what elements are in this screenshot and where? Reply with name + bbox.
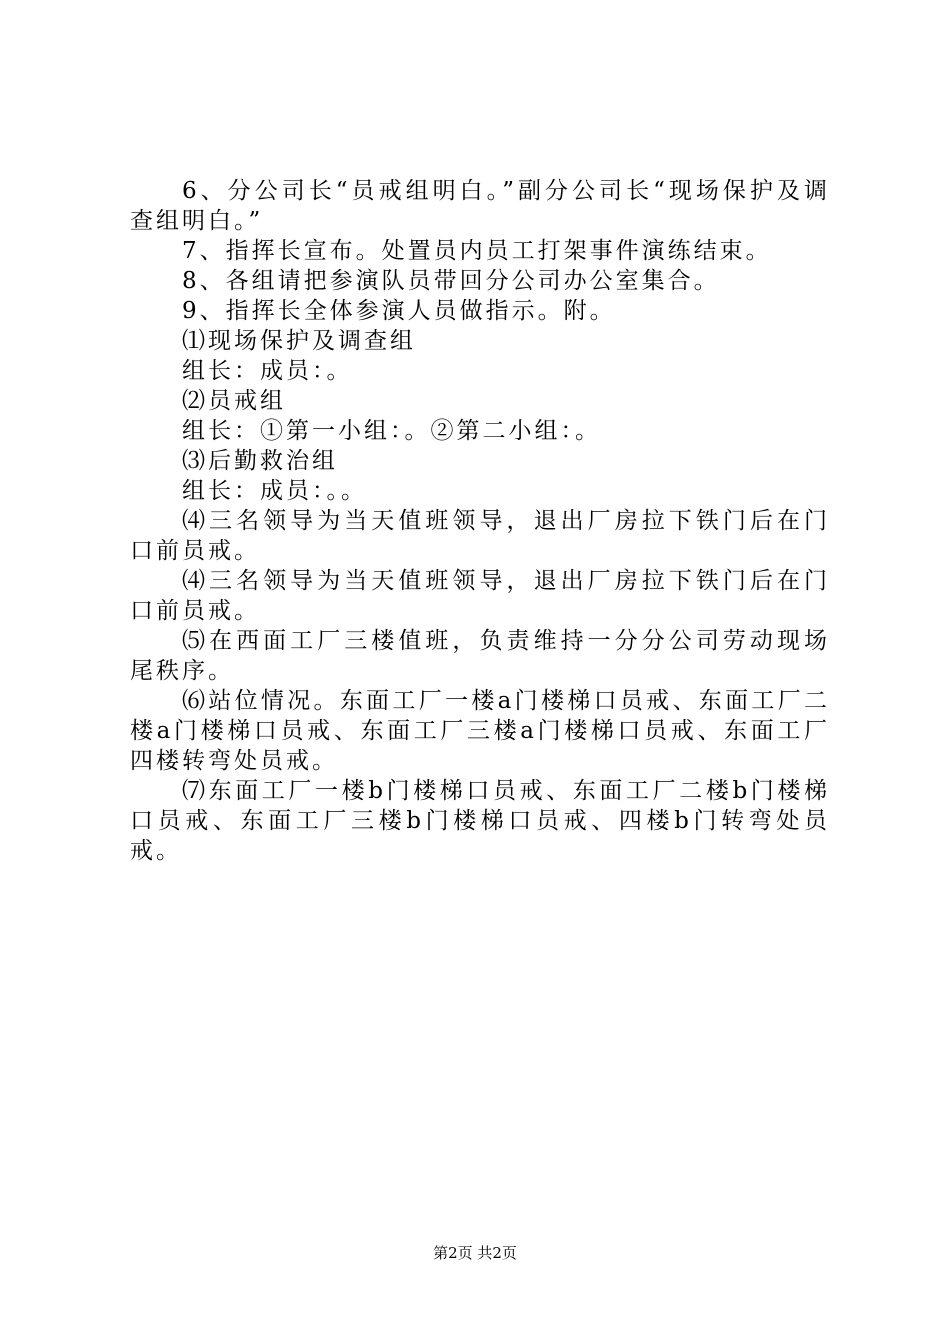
- item-7-positions-b: ⑺东面工厂一楼b门楼梯口员戒、东面工厂二楼b门楼梯口员戒、东面工厂三楼b门楼梯口员戒、四楼b门转弯处员戒。: [130, 778, 830, 864]
- document-body: [130, 176, 830, 866]
- paragraph-8-assembly: 8、各组请把参演队员带回分公司办公室集合。: [182, 268, 720, 294]
- paragraph-6-summary: 6、分公司长“员戒组明白。”副分公司长“现场保护及调查组明白。”: [130, 178, 830, 234]
- item-5-west-factory: ⑸在西面工厂三楼值班，负责维持一分分公司劳动现场尾秩序。: [130, 628, 830, 684]
- group-3-heading: ⑶后勤救治组: [182, 448, 338, 474]
- group-1-members: 组长：成员：。: [182, 358, 353, 384]
- group-3-members: 组长：成员：。。: [182, 478, 367, 504]
- group-1-heading: ⑴现场保护及调查组: [182, 328, 416, 354]
- item-4-leaders-duplicate: ⑷三名领导为当天值班领导，退出厂房拉下铁门后在门口前员戒。: [130, 568, 830, 624]
- group-2-members: 组长：①第一小组：。②第二小组：。: [182, 418, 601, 444]
- group-2-heading: ⑵员戒组: [182, 388, 286, 414]
- item-6-positions-a: ⑹站位情况。东面工厂一楼a门楼梯口员戒、东面工厂二楼a门楼梯口员戒、东面工厂三楼a门楼梯口员戒、东面工厂四楼转弯处员戒。: [130, 688, 830, 774]
- page-number-footer: 第2页 共2页: [433, 1244, 517, 1262]
- paragraph-7-announcement: 7、指挥长宣布。处置员内员工打架事件演练结束。: [182, 238, 772, 264]
- item-4-leaders: ⑷三名领导为当天值班领导，退出厂房拉下铁门后在门口前员戒。: [130, 508, 830, 564]
- paragraph-9-instructions: 9、指挥长全体参演人员做指示。附。: [182, 298, 616, 324]
